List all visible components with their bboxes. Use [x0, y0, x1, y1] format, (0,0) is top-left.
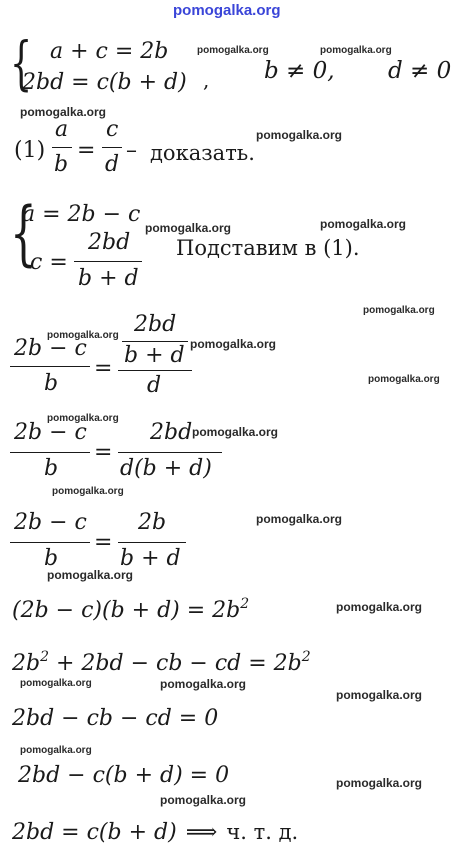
- watermark: pomogalka.org: [20, 745, 92, 756]
- watermark: pomogalka.org: [47, 413, 119, 424]
- step5-term: 2b: [12, 651, 41, 676]
- step-6: 2bd − cb − cd = 0: [12, 706, 219, 731]
- equals: =: [94, 356, 113, 381]
- watermark: pomogalka.org: [190, 337, 277, 351]
- watermark: pomogalka.org: [160, 793, 247, 807]
- lhs-numerator: 2b − c: [14, 420, 87, 445]
- watermark: pomogalka.org: [47, 330, 119, 341]
- rhs-denominator: b + d: [120, 546, 181, 571]
- rhs-denominator: d: [147, 373, 162, 398]
- condition-b: b ≠ 0,: [264, 58, 335, 84]
- rhs-numerator: 2bd: [150, 420, 193, 445]
- claim-lhs-denominator: b: [54, 152, 69, 177]
- watermark: pomogalka.org: [320, 217, 407, 231]
- step-7: 2bd − c(b + d) = 0: [18, 763, 230, 788]
- system2-eq1: a = 2b − c: [22, 202, 141, 227]
- watermark: pomogalka.org: [145, 221, 232, 235]
- claim-label: (1): [14, 138, 46, 163]
- claim-lhs-numerator: a: [55, 117, 69, 142]
- lhs-numerator: 2b − c: [14, 336, 87, 361]
- fraction-bar: [10, 366, 90, 367]
- claim-rhs-numerator: c: [106, 117, 119, 142]
- system2-eq2-numerator: 2bd: [88, 230, 131, 255]
- step-5: [12, 649, 311, 676]
- rhs-numerator: 2b: [138, 510, 167, 535]
- lhs-denominator: b: [44, 546, 59, 571]
- system2-eq2-lhs: c =: [30, 250, 68, 275]
- inner-numerator: 2bd: [134, 312, 177, 337]
- fraction-bar: [102, 147, 122, 148]
- claim-text: доказать.: [150, 141, 255, 165]
- fraction-bar: [74, 261, 142, 262]
- system-brace: {: [10, 29, 33, 97]
- watermark: pomogalka.org: [336, 600, 423, 614]
- implies-arrow: ⟹: [185, 820, 218, 845]
- equals: =: [94, 440, 113, 465]
- watermark: pomogalka.org: [256, 512, 343, 526]
- lhs-numerator: 2b − c: [14, 510, 87, 535]
- rhs-denominator: d(b + d): [120, 456, 212, 481]
- lhs-denominator: b: [44, 371, 59, 396]
- step-4: [12, 596, 250, 623]
- watermark: pomogalka.org: [197, 45, 269, 56]
- fraction-bar: [118, 542, 186, 543]
- claim-rhs-denominator: d: [105, 152, 120, 177]
- step5-rest: + 2bd − cb − cd = 2b: [49, 651, 302, 676]
- final-equation: 2bd = c(b + d): [12, 820, 177, 845]
- watermark: pomogalka.org: [336, 688, 423, 702]
- claim-equals: =: [77, 138, 96, 163]
- watermark: pomogalka.org: [192, 425, 279, 439]
- step5-exponent: 2: [40, 649, 50, 665]
- watermark: pomogalka.org: [320, 45, 392, 56]
- system1-eq2: 2bd = c(b + d): [22, 70, 187, 95]
- watermark: pomogalka.org: [52, 486, 124, 497]
- system1-comma: ,: [203, 68, 210, 92]
- watermark: pomogalka.org: [47, 568, 134, 582]
- claim-dash: –: [126, 138, 137, 163]
- watermark: pomogalka.org: [256, 128, 343, 142]
- fraction-bar: [118, 370, 192, 371]
- condition-d: d ≠ 0: [388, 58, 452, 84]
- fraction-bar: [10, 542, 90, 543]
- lhs-denominator: b: [44, 456, 59, 481]
- watermark: pomogalka.org: [20, 678, 92, 689]
- watermark: pomogalka.org: [336, 776, 423, 790]
- substitute-text: Подставим в (1).: [176, 236, 360, 260]
- fraction-bar: [122, 341, 188, 342]
- step5-exponent: 2: [301, 649, 311, 665]
- fraction-bar: [10, 452, 90, 453]
- qed-text: ч. т. д.: [226, 820, 299, 844]
- watermark: pomogalka.org: [20, 105, 107, 119]
- watermark: pomogalka.org: [160, 677, 247, 691]
- watermark: pomogalka.org: [363, 305, 435, 316]
- system1-eq1: a + c = 2b: [50, 39, 169, 64]
- step4-expression: (2b − c)(b + d) = 2b: [12, 598, 241, 623]
- step-8: [12, 820, 298, 844]
- header-watermark[interactable]: pomogalka.org: [173, 2, 281, 19]
- watermark: pomogalka.org: [368, 374, 440, 385]
- inner-denominator: b + d: [124, 343, 185, 368]
- system2-eq2-denominator: b + d: [78, 266, 139, 291]
- step4-exponent: 2: [240, 596, 250, 612]
- fraction-bar: [52, 147, 72, 148]
- equals: =: [94, 530, 113, 555]
- system-brace: {: [10, 192, 37, 274]
- fraction-bar: [118, 452, 222, 453]
